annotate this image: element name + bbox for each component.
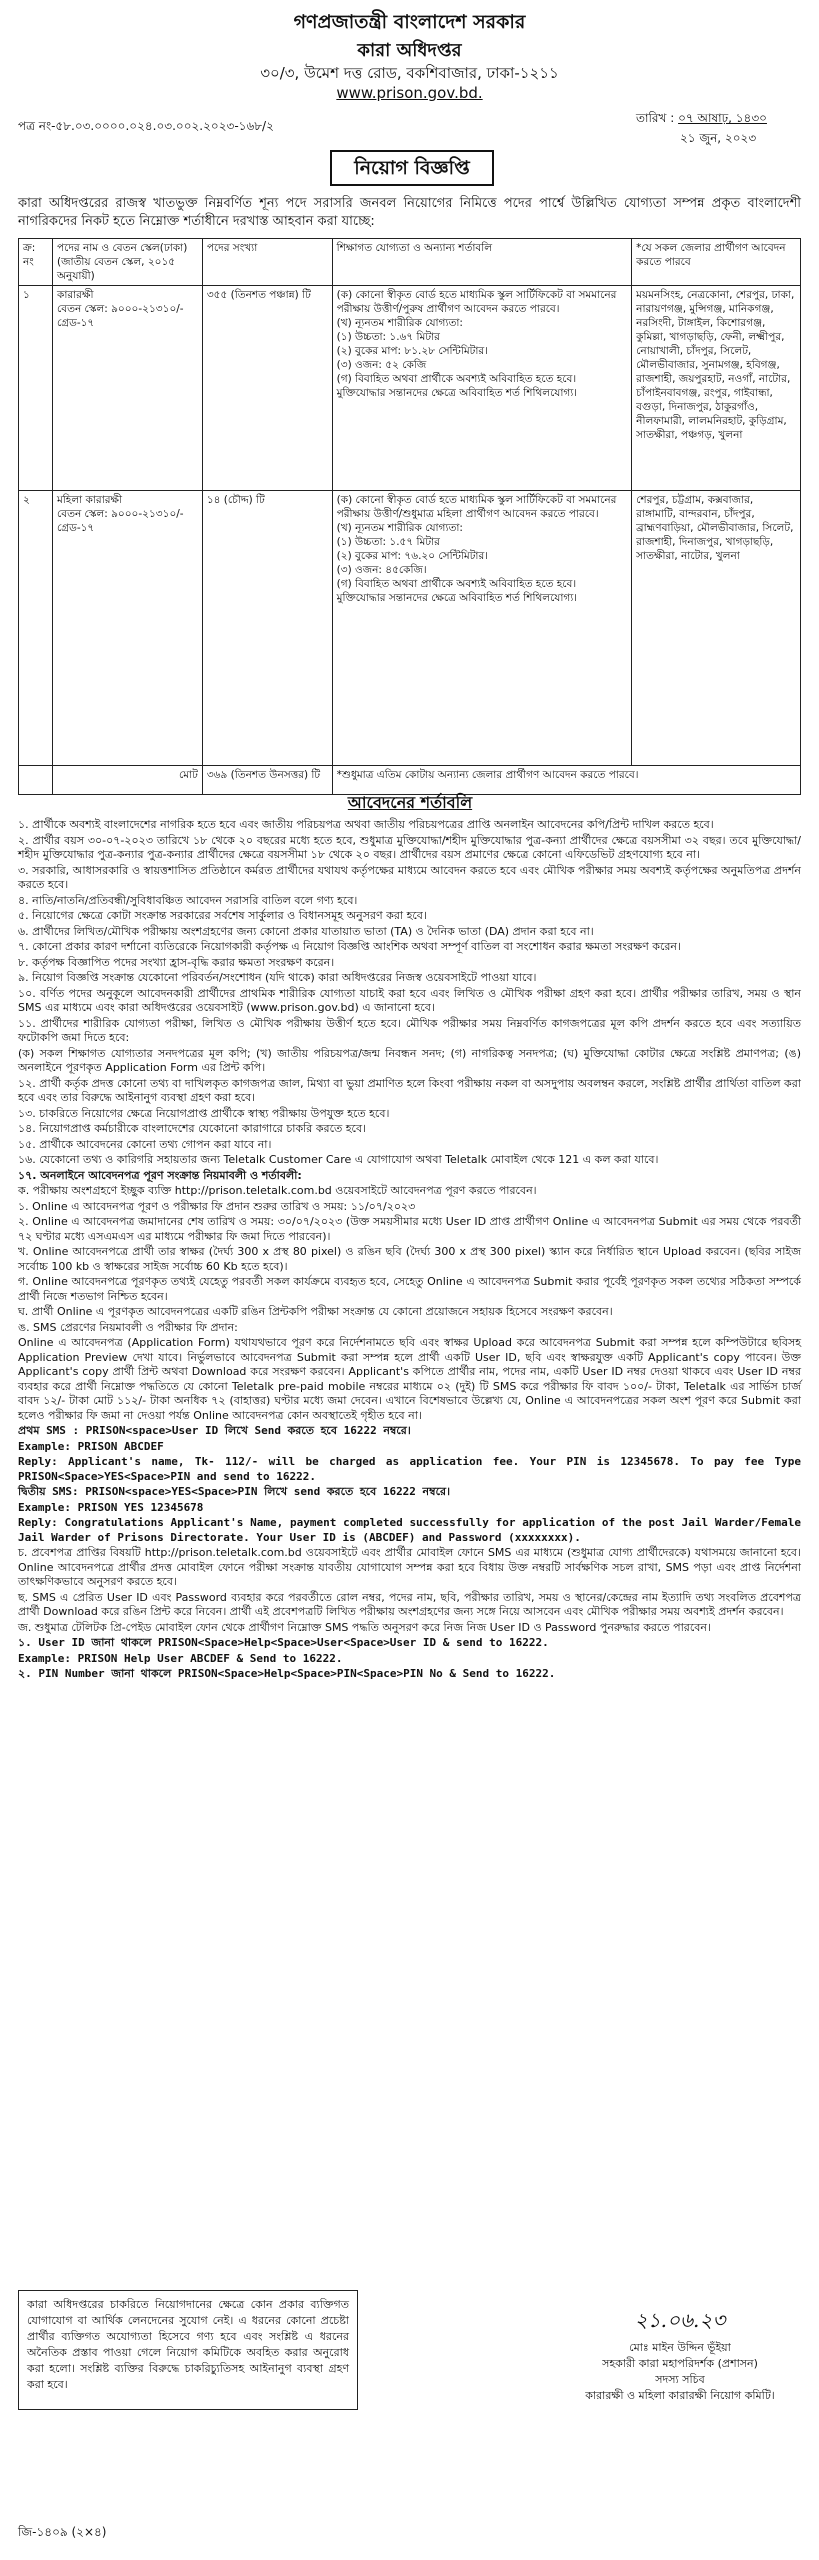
department-name: কারা অধিদপ্তর bbox=[357, 40, 462, 61]
website-link[interactable]: www.prison.gov.bd. bbox=[336, 84, 483, 102]
condition-item: ১৫. প্রার্থীকে আবেদনের কোনো তথ্য গোপন করা যাবে না। bbox=[18, 1137, 272, 1151]
signatory-designation: সহকারী কারা মহাপরিদর্শক (প্রশাসন) bbox=[602, 2357, 758, 2370]
row-count: ৩৫৫ (তিনশত পঞ্চান্ন) টি bbox=[202, 286, 332, 491]
condition-item: Reply: Applicant's name, Tk- 112/- will be charged as application fee. Your PIN is 12345678. To pay fee Type PRISON<Space>YES<Space>PIN and send to 16222. bbox=[18, 1455, 801, 1483]
header-post: পদের নাম ও বেতন স্কেল(ঢাকা) (জাতীয় বেতন স্কেল, ২০১৫ অনুযায়ী) bbox=[52, 239, 202, 286]
condition-item: ১. Online এ আবেদনপত্র পূরণ ও পরীক্ষার ফি প্রদান শুরুর তারিখ ও সময়: ১১/০৭/২০২৩ bbox=[18, 1199, 416, 1213]
row-sl: ২ bbox=[19, 491, 53, 766]
condition-item: ১২. প্রার্থী কর্তৃক প্রদত্ত কোনো তথ্য বা দাখিলকৃত কাগজপত্র জাল, মিথ্যা বা ভুয়া প্রমাণিত হলে কিংবা পরীক্ষায় নকল বা অসদুপায় অবলম্বন করলে, সংশ্লিষ্ট প্রার্থীর প্রার্থিতা বাতিল করা হবে এবং তার বিরুদ্ধে আইনানুগ ব্যবস্থা গ্রহণ করা হবে। bbox=[18, 1076, 801, 1104]
intro-paragraph: কারা অধিদপ্তরের রাজস্ব খাতভুক্ত নিম্নবর্ণিত শূন্য পদে সরাসরি জনবল নিয়োগের নিমিত্তে পদের পার্শ্বে উল্লিখিত যোগ্যতা সম্পন্ন প্রকৃত বাংলাদেশী নাগরিকদের নিকট হতে নিম্নোক্ত শর্তাধীনে দরখাস্ত আহবান করা যাচ্ছে: bbox=[18, 196, 801, 229]
condition-item: ২. প্রার্থীর বয়স ৩০-০৭-২০২৩ তারিখে ১৮ থেকে ২০ বছরের মধ্যে হতে হবে, শুধুমাত্র মুক্তিযোদ্ধা/শহীদ মুক্তিযোদ্ধার পুত্র-কন্যা প্রার্থীদের ক্ষেত্রে বয়সসীমা ৩২ বছর। তবে মুক্তিযোদ্ধা/শহীদ মুক্তিযোদ্ধার পুত্র-কন্যার পুত্র-কন্যার প্রার্থীদের ক্ষেত্রে বয়সসীমা ১৮ থেকে ২০ বছর। প্রার্থীদের বয়স প্রমাণের ক্ষেত্রে কোনো এফিডেভিট গ্রহণযোগ্য হবে না। bbox=[18, 833, 801, 861]
header-qualification: শিক্ষাগত যোগ্যতা ও অন্যান্য শর্তাবলি bbox=[332, 239, 632, 286]
row-requirements bbox=[332, 491, 632, 766]
condition-item: ৯. নিয়োগ বিজ্ঞপ্তি সংক্রান্ত যেকোনো পরিবর্তন/সংশোধন (যদি থাকে) কারা অধিদপ্তরের নিজস্ব ওয়েবসাইটে পাওয়া যাবে। bbox=[18, 971, 537, 984]
signature-block bbox=[560, 2300, 800, 2404]
condition-item: ৩. সরকারি, আধাসরকারি ও স্বায়ত্তশাসিত প্রতিষ্ঠানে কর্মরত প্রার্থীদের যথাযথ কর্তৃপক্ষের মাধ্যমে আবেদন করতে হবে এবং মৌখিক পরীক্ষার সময় অবশ্যই কর্তৃপক্ষের অনুমতিপত্র প্রদর্শন করতে হবে। bbox=[18, 863, 801, 891]
condition-item: ৪. নাতি/নাতনি/প্রতিবন্ধী/সুবিধাবঞ্চিত আবেদন সরাসরি বাতিল বলে গণ্য হবে। bbox=[18, 893, 358, 907]
government-name: গণপ্রজাতন্ত্রী বাংলাদেশ সরকার bbox=[293, 11, 526, 33]
row-requirements bbox=[332, 286, 632, 491]
condition-item: Online এ আবেদনপত্র (Application Form) যথাযথভাবে পূরণ করে নির্দেশনামতে ছবি এবং স্বাক্ষর Upload করে আবেদনপত্র Submit করা সম্পন্ন হলে কম্পিউটারে ছবিসহ Application Preview দেখা যাবে। নির্ভুলভাবে আবেদনপত্র Submit করা সম্পন্ন হলে প্রার্থী একটি User ID, ছবি এবং স্বাক্ষরযুক্ত একটি Applicant's copy পাবেন। উক্ত Applicant's copy প্রার্থী প্রিন্ট অথবা Download করে সংরক্ষণ করবেন। Applicant's কপিতে প্রার্থীর নাম, পদের নাম, একটি User ID নম্বর দেওয়া থাকবে এবং User ID নম্বর ব্যবহার করে প্রার্থী নিম্নোক্ত পদ্ধতিতে যে কোনো Teletalk pre-paid mobile নম্বরের মাধ্যমে ০২ (দুই) টি SMS করে পরীক্ষার ফি বাবদ ১০০/- টাকা, Teletalk এর সার্ভিস চার্জ বাবদ ১২/- টাকা মোট ১১২/- টাকা অনধিক ৭২ (বাহাত্তর) ঘণ্টার মধ্যে জমা দেবেন। এখানে বিশেষভাবে উল্লেখ্য যে, Online এ আবেদনপত্রের সকল অংশ পূরণ করে Submit করা হলেও পরীক্ষার ফি জমা না দেওয়া পর্যন্ত Online আবেদনপত্র কোন অবস্থাতেই গৃহীত হবে না। bbox=[18, 1336, 801, 1422]
condition-item: ৭. কোনো প্রকার কারণ দর্শানো ব্যতিরেকে নিয়োগকারী কর্তৃপক্ষ এ নিয়োগ বিজ্ঞপ্তি আংশিক অথবা সম্পূর্ণ বাতিল বা সংশোধন করার ক্ষমতা সংরক্ষণ করেন। bbox=[18, 940, 681, 953]
page-title: নিয়োগ বিজ্ঞপ্তি bbox=[330, 150, 494, 186]
requirement-line: (১) উচ্চতা: ১.৫৭ মিটার bbox=[336, 536, 440, 548]
conditions-list bbox=[18, 818, 801, 1683]
condition-item: ঘ. প্রার্থী Online এ পূরণকৃত আবেদনপত্রের একটি রঙিন প্রিন্টকপি পরীক্ষা সংক্রান্ত যে কোনো প্রয়োজনে সহায়ক হিসেবে সংরক্ষণ করবেন। bbox=[18, 1305, 613, 1318]
post-pay-scale: বেতন স্কেল: ৯০০০-২১৩১০/- গ্রেড-১৭ bbox=[56, 303, 184, 329]
condition-item: চ. প্রবেশপত্র প্রাপ্তির বিষয়টি http://prison.teletalk.com.bd ওয়েবসাইটে এবং প্রার্থীর মোবাইল ফোনে SMS এর মাধ্যমে (শুধুমাত্র যোগ্য প্রার্থীদেরকে) যথাসময়ে জানানো হবে। Online আবেদনপত্রে প্রার্থীর প্রদত্ত মোবাইল ফোনে পরীক্ষা সংক্রান্ত যাবতীয় যোগাযোগ সম্পন্ন করা হবে বিধায় উক্ত নম্বরটি সার্বক্ষণিক সচল রাখা, SMS পড়া এবং প্রাপ্ত নির্দেশনা তাৎক্ষণিকভাবে অনুসরণ করতে হবে। bbox=[18, 1546, 801, 1588]
condition-item: ঙ. SMS প্রেরণের নিয়মাবলী ও পরীক্ষার ফি প্রদান: bbox=[18, 1320, 238, 1334]
condition-item: (ক) সকল শিক্ষাগত যোগ্যতার সনদপত্রের মূল কপি; (খ) জাতীয় পরিচয়পত্র/জন্ম নিবন্ধন সনদ; (গ) নাগরিকত্ব সনদপত্র; (ঘ) মুক্তিযোদ্ধা কোটার ক্ষেত্রে সংশ্লিষ্ট প্রমাণপত্র; (ঙ) অনলাইনে পূরণকৃত Application Form এর প্রিন্ট কপি। bbox=[18, 1046, 801, 1074]
total-label: মোট bbox=[52, 766, 202, 795]
office-address: ৩০/৩, উমেশ দত্ত রোড, বকশিবাজার, ঢাকা-১২১১ bbox=[260, 64, 559, 82]
table-header-row bbox=[19, 239, 801, 286]
condition-item: জ. শুধুমাত্র টেলিটক প্রি-পেইড মোবাইল ফোন থেকে প্রার্থীগণ নিম্নোক্ত SMS পদ্ধতি অনুসরণ করে নিজ নিজ User ID ও Password পুনরুদ্ধার করতে পারবেন। bbox=[18, 1620, 711, 1634]
condition-item: দ্বিতীয় SMS: PRISON<space>YES<Space>PIN লিখে send করতে হবে 16222 নম্বরে। bbox=[18, 1485, 451, 1498]
table-row bbox=[19, 491, 801, 766]
header-count: পদের সংখ্যা bbox=[202, 239, 332, 286]
memo-reference: পত্র নং-৫৮.০৩.০০০০.০২৪.০৩.০০২.২০২৩-১৬৮/২ bbox=[18, 119, 274, 133]
condition-item: ১৭. অনলাইনে আবেদনপত্র পূরণ সংক্রান্ত নিয়মাবলী ও শর্তাবলী: bbox=[18, 1168, 302, 1182]
condition-item: ১৬. যেকোনো তথ্য ও কারিগরি সহায়তার জন্য Teletalk Customer Care এ যোগাযোগ অথবা Teletalk মোবাইল থেকে 121 এ কল করা যাবে। bbox=[18, 1153, 659, 1166]
requirement-line: (২) বুকের মাপ: ৮১.২৮ সেন্টিমিটার। bbox=[336, 345, 488, 357]
requirement-line: (গ) বিবাহিত অথবা প্রার্থীকে অবশ্যই অবিবাহিত হতে হবে। মুক্তিযোদ্ধার সন্তানদের ক্ষেত্রে অবিবাহিত শর্ত শিথিলযোগ্য। bbox=[336, 373, 578, 399]
signatory-name: মোঃ মাইন উদ্দিন ভূঁইয়া bbox=[629, 2341, 731, 2354]
table-footnote: *শুধুমাত্র এতিম কোটায় অন্যান্য জেলার প্রার্থীগণ আবেদন করতে পারবে। bbox=[332, 766, 800, 795]
condition-item: ছ. SMS এ প্রেরিত User ID এবং Password ব্যবহার করে পরবর্তীতে রোল নম্বর, পদের নাম, ছবি, পরীক্ষার তারিখ, সময় ও স্থানের/কেন্দ্রের নাম ইত্যাদি তথ্য সংবলিত প্রবেশপত্র প্রার্থী Download করে রঙিন প্রিন্ট করে নিবেন। প্রার্থী এই প্রবেশপত্রটি লিখিত পরীক্ষায় অংশগ্রহণের জন্য সঙ্গে নিয়ে আসবেন এবং মৌখিক পরীক্ষার সময় অবশ্যই প্রদর্শন করবেন। bbox=[18, 1590, 801, 1618]
row-districts: শেরপুর, চট্টগ্রাম, কক্সবাজার, রাঙ্গামাটি, বান্দরবান, চাঁদপুর, ব্রাহ্মণবাড়িয়া, মৌলভীবাজার, সিলেট, রাজশাহী, দিনাজপুর, খাগড়াছড়ি, সাতক্ষীরা, নাটোর, খুলনা bbox=[632, 491, 801, 766]
vacancy-table bbox=[18, 238, 801, 795]
condition-item: ৫. নিয়োগের ক্ষেত্রে কোটা সংক্রান্ত সরকারের সর্বশেষ সার্কুলার ও বিধানসমূহ অনুসরণ করা হবে। bbox=[18, 909, 427, 922]
row-post bbox=[52, 491, 202, 766]
condition-item: ১৪. নিয়োগপ্রাপ্ত কর্মচারীকে বাংলাদেশের যেকোনো কারাগারে চাকরি করতে হবে। bbox=[18, 1122, 367, 1135]
conditions-title: আবেদনের শর্তাবলি bbox=[347, 793, 473, 812]
requirement-line: (গ) বিবাহিত অথবা প্রার্থীকে অবশ্যই অবিবাহিত হতে হবে। মুক্তিযোদ্ধার সন্তানদের ক্ষেত্রে অবিবাহিত শর্ত শিথিলযোগ্য। bbox=[336, 578, 578, 604]
signature: ২১.০৬.২৩ bbox=[634, 2308, 726, 2332]
condition-item: ১. User ID জানা থাকলে PRISON<Space>Help<Space>User<Space>User ID & send to 16222. bbox=[18, 1636, 549, 1649]
condition-item: ১১. প্রার্থীদের শারীরিক যোগ্যতা পরীক্ষা, লিখিত ও মৌখিক পরীক্ষায় উত্তীর্ণ হতে হবে। মৌখিক পরীক্ষার সময় নিম্নবর্ণিত কাগজপত্রের মূল কপি প্রদর্শন করতে হবে এবং সত্যায়িত ফটোকপি জমা দিতে হবে: bbox=[18, 1016, 801, 1044]
table-row bbox=[19, 286, 801, 491]
warning-notice-box: কারা অধিদপ্তরের চাকরিতে নিয়োগদানের ক্ষেত্রে কোন প্রকার ব্যক্তিগত যোগাযোগ বা আর্থিক লেনদেনের সুযোগ নেই। এ ধরনের কোনো প্রচেষ্টা প্রার্থীর ব্যক্তিগত অযোগ্যতা হিসেবে গণ্য হবে এবং সংশ্লিষ্ট এ ধরনের অনৈতিক প্রস্তাব পাওয়া গেলে নিয়োগ কমিটিকে অবহিত করার অনুরোধ করা হলো। সংশ্লিষ্ট ব্যক্তির বিরুদ্ধে চাকরিচ্যুতিসহ আইনানুগ ব্যবস্থা গ্রহণ করা হবে। bbox=[18, 2290, 358, 2410]
requirement-line: (ক) কোনো স্বীকৃত বোর্ড হতে মাধ্যমিক স্কুল সার্টিফিকেট বা সমমানের পরীক্ষায় উত্তীর্ণ/শুধুমাত্র মহিলা প্রার্থীগণ আবেদন করতে পারবে। bbox=[336, 494, 617, 520]
date-label: তারিখ : bbox=[636, 111, 675, 125]
post-name: কারারক্ষী bbox=[56, 289, 94, 301]
condition-item: ক. পরীক্ষায় অংশগ্রহণে ইচ্ছুক ব্যক্তি http://prison.teletalk.com.bd ওয়েবসাইটে আবেদনপত্র পূরণ করতে পারবেন। bbox=[18, 1184, 537, 1197]
condition-item: ২. Online এ আবেদনপত্র জমাদানের শেষ তারিখ ও সময়: ৩০/০৭/২০২৩ (উক্ত সময়সীমার মধ্যে User ID প্রাপ্ত প্রার্থীগণ Online এ আবেদনপত্র Submit এর সময় থেকে পরবর্তী ৭২ ঘণ্টার মধ্যে এসএমএস এর মাধ্যমে পরীক্ষার ফি জমা দিতে পারবেন)। bbox=[18, 1215, 801, 1243]
requirement-line: (১) উচ্চতা: ১.৬৭ মিটার bbox=[336, 331, 440, 343]
post-pay-scale: বেতন স্কেল: ৯০০০-২১৩১০/- গ্রেড-১৭ bbox=[56, 508, 184, 534]
requirement-line: (খ) ন্যূনতম শারীরিক যোগ্যতা: bbox=[336, 522, 463, 534]
condition-item: ২. PIN Number জানা থাকলে PRISON<Space>Help<Space>PIN<Space>PIN No & Send to 16222. bbox=[18, 1667, 556, 1680]
condition-item: Example: PRISON YES 12345678 bbox=[18, 1500, 204, 1514]
condition-item: ৬. প্রার্থীদের লিখিত/মৌখিক পরীক্ষায় অংশগ্রহণের জন্য কোনো প্রকার যাতায়াত ভাতা (TA) ও দৈনিক ভাতা (DA) প্রদান করা হবে না। bbox=[18, 924, 594, 938]
print-code: জি-১৪০৯ (২×৪) bbox=[18, 2525, 107, 2539]
requirement-line: (খ) ন্যূনতম শারীরিক যোগ্যতা: bbox=[336, 317, 463, 329]
row-count: ১৪ (চৌদ্দ) টি bbox=[202, 491, 332, 766]
requirement-line: (৩) ওজন: ৫২ কেজি bbox=[336, 359, 427, 371]
signatory-role: সদস্য সচিব bbox=[655, 2373, 705, 2386]
committee-name: কারারক্ষী ও মহিলা কারারক্ষী নিয়োগ কমিটি। bbox=[585, 2389, 775, 2402]
memo-date bbox=[636, 108, 767, 148]
condition-item: Example: PRISON Help User ABCDEF & Send to 16222. bbox=[18, 1651, 343, 1665]
condition-item: ১. প্রার্থীকে অবশ্যই বাংলাদেশের নাগরিক হতে হবে এবং জাতীয় পরিচয়পত্র অথবা জাতীয় পরিচয়পত্রের প্রাপ্তি অনলাইন আবেদনের কপি/প্রিন্ট দাখিল করতে হবে। bbox=[18, 818, 714, 831]
date-english: ২১ জুন, ২০২৩ bbox=[680, 131, 757, 145]
condition-item: গ. Online আবেদনপত্রে পূরণকৃত তথ্যই যেহেতু পরবর্তী সকল কার্যক্রমে ব্যবহৃত হবে, সেহেতু Online এ আবেদনপত্র Submit করার পূর্বেই পূরণকৃত সকল তথ্যের সঠিকতা সম্পর্কে প্রার্থী নিজে শতভাগ নিশ্চিত হবেন। bbox=[18, 1275, 801, 1303]
condition-item: Example: PRISON ABCDEF bbox=[18, 1439, 164, 1453]
total-count: ৩৬৯ (তিনশত উনসত্তর) টি bbox=[202, 766, 332, 795]
condition-item: ১৩. চাকরিতে নিয়োগের ক্ষেত্রে নিয়োগপ্রাপ্ত প্রার্থীকে স্বাস্থ্য পরীক্ষায় উপযুক্ত হতে হবে। bbox=[18, 1106, 390, 1120]
condition-item: Reply: Congratulations Applicant's Name, payment completed successfully for application of the post Jail Warder/Female Jail Warder of Prisons Directorate. Your User ID is (ABCDEF) and Password (xxxxxxxx). bbox=[18, 1516, 801, 1544]
condition-item: প্রথম SMS : PRISON<space>User ID লিখে Send করতে হবে 16222 নম্বরে। bbox=[18, 1424, 411, 1437]
condition-item: ১০. বর্ণিত পদের অনুকূলে আবেদনকারী প্রার্থীদের প্রাথমিক শারীরিক যোগ্যতা যাচাই করা হবে এবং লিখিত ও মৌখিক পরীক্ষা গ্রহণ করা হবে। প্রার্থীর পরীক্ষার তারিখ, সময় ও স্থান SMS এর মাধ্যমে এবং কারা অধিদপ্তরের ওয়েবসাইট (www.prison.gov.bd) এ জানানো হবে। bbox=[18, 986, 801, 1014]
row-districts: ময়মনসিংহ, নেত্রকোনা, শেরপুর, ঢাকা, নারায়ণগঞ্জ, মুন্সিগঞ্জ, মানিকগঞ্জ, নরসিংদী, টাঙ্গাইল, কিশোরগঞ্জ, কুমিল্লা, খাগড়াছড়ি, ফেনী, লক্ষ্মীপুর, নোয়াখালী, চাঁদপুর, সিলেট, মৌলভীবাজার, সুনামগঞ্জ, হবিগঞ্জ, রাজশাহী, জয়পুরহাট, নওগাঁ, নাটোর, চাঁপাইনবাবগঞ্জ, রংপুর, গাইবান্ধা, বগুড়া, দিনাজপুর, ঠাকুরগাঁও, নীলফামারী, লালমনিরহাট, কুড়িগ্রাম, সাতক্ষীরা, পঞ্চগড়, খুলনা bbox=[632, 286, 801, 491]
requirement-line: (২) বুকের মাপ: ৭৬.২০ সেন্টিমিটার। bbox=[336, 550, 488, 562]
row-post bbox=[52, 286, 202, 491]
post-name: মহিলা কারারক্ষী bbox=[56, 494, 123, 506]
row-sl: ১ bbox=[19, 286, 53, 491]
requirement-line: (ক) কোনো স্বীকৃত বোর্ড হতে মাধ্যমিক স্কুল সার্টিফিকেট বা সমমানের পরীক্ষায় উত্তীর্ণ/পুরুষ প্রার্থীগণ আবেদন করতে পারবে। bbox=[336, 289, 617, 315]
condition-item: ৮. কর্তৃপক্ষ বিজ্ঞাপিত পদের সংখ্যা হ্রাস-বৃদ্ধি করার ক্ষমতা সংরক্ষণ করেন। bbox=[18, 955, 335, 969]
requirement-line: (৩) ওজন: ৪৫কেজি। bbox=[336, 564, 427, 576]
condition-item: খ. Online আবেদনপত্রে প্রার্থী তার স্বাক্ষর (দৈর্ঘ্য 300 x প্রস্থ 80 pixel) ও রঙিন ছবি (দৈর্ঘ্য 300 x প্রস্থ 300 pixel) স্ক্যান করে নির্ধারিত স্থানে Upload করবেন। (ছবির সাইজ সর্বোচ্চ 100 kb ও স্বাক্ষরের সাইজ সর্বোচ্চ 60 Kb হতে হবে)। bbox=[18, 1245, 801, 1273]
date-bangla: ০৭ আষাঢ়, ১৪৩০ bbox=[678, 111, 767, 125]
header-sl: ক্র: নং bbox=[19, 239, 53, 286]
header-district: *যে সকল জেলার প্রার্থীগণ আবেদন করতে পারবে bbox=[632, 239, 801, 286]
